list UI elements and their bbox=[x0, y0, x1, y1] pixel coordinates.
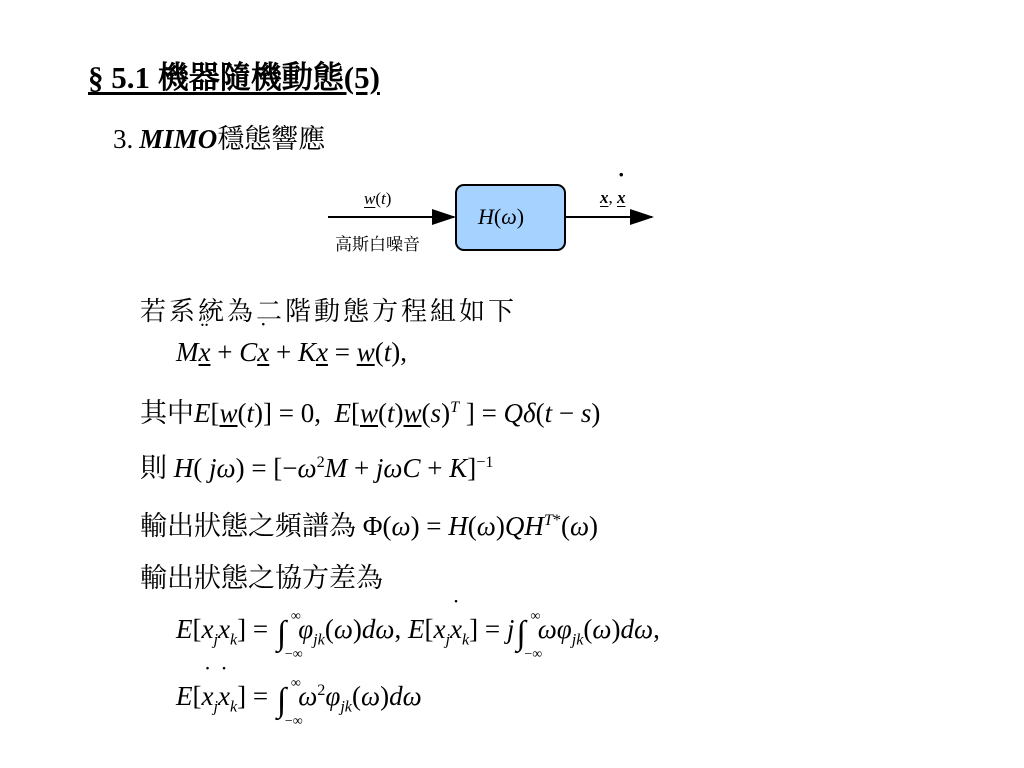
transfer-function-line: 則 H( $j\omega) = [-\omega^2M + j\omega C + K]^{-1}$ bbox=[140, 453, 494, 484]
prefix-then: 則 bbox=[140, 453, 167, 484]
noise-statistics-line: 其中E[w(t)] = 0, $E[w(t)w(s)^T$ ] = Qδ(t − s) bbox=[140, 398, 601, 429]
covariance-equation-2: E[x $˙_jx$ $˙_k$] = ∫ ∞ −∞ $\omega^2\varphi_{jk}(\omega)d\omega$ bbox=[176, 681, 422, 720]
covariance-text: 輸出狀態之協方差為 bbox=[140, 563, 383, 594]
section-keyword: MIMO bbox=[139, 124, 218, 154]
input-signal-label: w(t) bbox=[364, 189, 392, 208]
spectrum-line: 輸出狀態之頻譜為 $\Phi(\omega) = H(\omega)QH^{T*}(\omega)$ bbox=[140, 511, 599, 542]
noise-label: 高斯白噪音 bbox=[335, 235, 420, 255]
equation-of-motion: Mx ¨ + Cx ˙ + Kx = w(t), bbox=[176, 337, 407, 368]
covariance-equation-1: $E[x_jx_k]$ = ∫ ∞ −∞ $\varphi_{jk}(\omega)d\omega$, $E[x_jx$ $˙_k] = j\int$ ∞ −∞ $\omega\varphi_{jk}(\omega)d\omega$, bbox=[176, 614, 660, 653]
page-title: § 5.1 機器隨機動態(5) bbox=[88, 60, 380, 95]
spectrum-text: 輸出狀態之頻譜為 bbox=[140, 511, 356, 542]
prefix-where: 其中 bbox=[140, 398, 194, 429]
section-heading bbox=[113, 117, 325, 156]
box-label: H(ω) bbox=[478, 204, 525, 229]
output-signal-label: x, x ˙ bbox=[600, 188, 626, 208]
intro-text: 若系統為二階動態方程組如下 bbox=[140, 297, 518, 327]
section-number: 3. bbox=[113, 124, 134, 154]
section-heading-text: 穩態響應 bbox=[217, 124, 326, 155]
